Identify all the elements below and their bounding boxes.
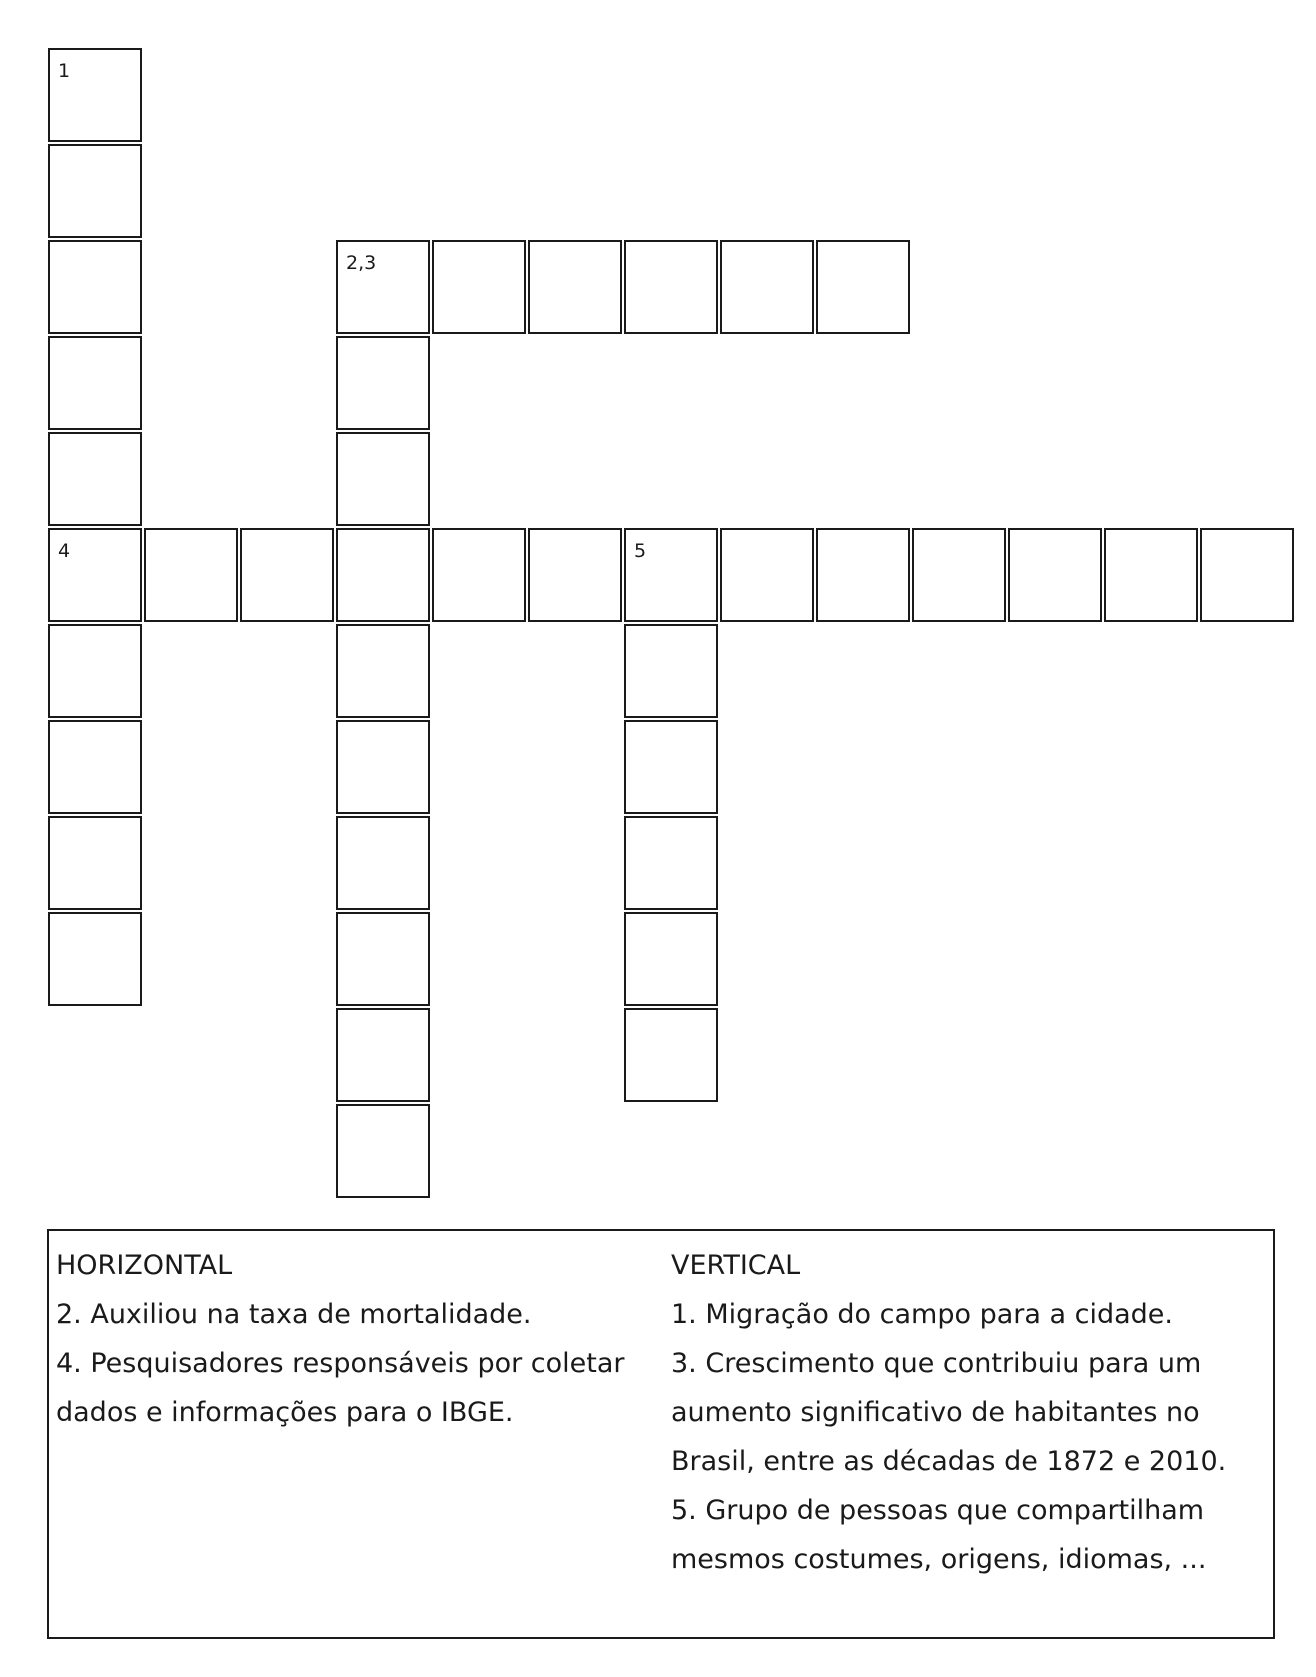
clues-box (47, 1229, 1275, 1639)
vertical-heading: VERTICAL (671, 1250, 801, 1281)
crossword-cell[interactable] (912, 528, 1006, 622)
crossword-cell[interactable] (1104, 528, 1198, 622)
crossword-cell[interactable] (1200, 528, 1294, 622)
crossword-cell[interactable] (240, 528, 334, 622)
crossword-cell[interactable] (336, 912, 430, 1006)
crossword-cell[interactable] (816, 528, 910, 622)
crossword-cell[interactable] (624, 240, 718, 334)
crossword-cell[interactable] (48, 816, 142, 910)
crossword-cell[interactable] (624, 528, 718, 622)
crossword-cell[interactable] (48, 336, 142, 430)
crossword-cell[interactable] (624, 720, 718, 814)
crossword-cell[interactable] (336, 336, 430, 430)
clue-line: 3. Crescimento que contribuiu para um (671, 1348, 1202, 1379)
clue-line: mesmos costumes, origens, idiomas, ... (671, 1544, 1207, 1575)
crossword-cell[interactable] (48, 624, 142, 718)
clue-number: 2,3 (346, 252, 377, 274)
crossword-cell[interactable] (816, 240, 910, 334)
clue-number: 4 (58, 540, 71, 562)
clue-line: dados e informações para o IBGE. (56, 1397, 514, 1428)
crossword-cell[interactable] (528, 528, 622, 622)
crossword-cell[interactable] (1008, 528, 1102, 622)
clue-line: 4. Pesquisadores responsáveis por coletar (56, 1348, 625, 1379)
crossword-cell[interactable] (48, 432, 142, 526)
crossword-cell[interactable] (336, 1008, 430, 1102)
crossword-cell[interactable] (48, 144, 142, 238)
crossword-cell[interactable] (48, 720, 142, 814)
clue-line: 5. Grupo de pessoas que compartilham (671, 1495, 1205, 1526)
crossword-cell[interactable] (432, 528, 526, 622)
crossword-cell[interactable] (624, 912, 718, 1006)
clue-line: 1. Migração do campo para a cidade. (671, 1299, 1173, 1330)
clue-number: 1 (58, 60, 71, 82)
crossword-cell[interactable] (336, 720, 430, 814)
horizontal-heading: HORIZONTAL (56, 1250, 233, 1281)
clue-line: aumento significativo de habitantes no (671, 1397, 1200, 1428)
crossword-cell[interactable] (336, 240, 430, 334)
clue-line: Brasil, entre as décadas de 1872 e 2010. (671, 1446, 1227, 1477)
crossword-cell[interactable] (48, 528, 142, 622)
clue-line: 2. Auxiliou na taxa de mortalidade. (56, 1299, 532, 1330)
crossword-cell[interactable] (48, 48, 142, 142)
crossword-cell[interactable] (336, 624, 430, 718)
crossword-cell[interactable] (624, 816, 718, 910)
crossword-cell[interactable] (336, 1104, 430, 1198)
clue-number: 5 (634, 540, 647, 562)
crossword-cell[interactable] (336, 528, 430, 622)
crossword-cell[interactable] (144, 528, 238, 622)
crossword-cell[interactable] (624, 1008, 718, 1102)
crossword-cell[interactable] (48, 240, 142, 334)
crossword-cell[interactable] (432, 240, 526, 334)
crossword-cell[interactable] (528, 240, 622, 334)
vertical-clues (671, 1241, 1261, 1584)
horizontal-clues (56, 1241, 656, 1437)
crossword-cell[interactable] (48, 912, 142, 1006)
crossword-cell[interactable] (624, 624, 718, 718)
crossword-cell[interactable] (336, 432, 430, 526)
crossword-cell[interactable] (720, 240, 814, 334)
crossword-cell[interactable] (720, 528, 814, 622)
crossword-cell[interactable] (336, 816, 430, 910)
